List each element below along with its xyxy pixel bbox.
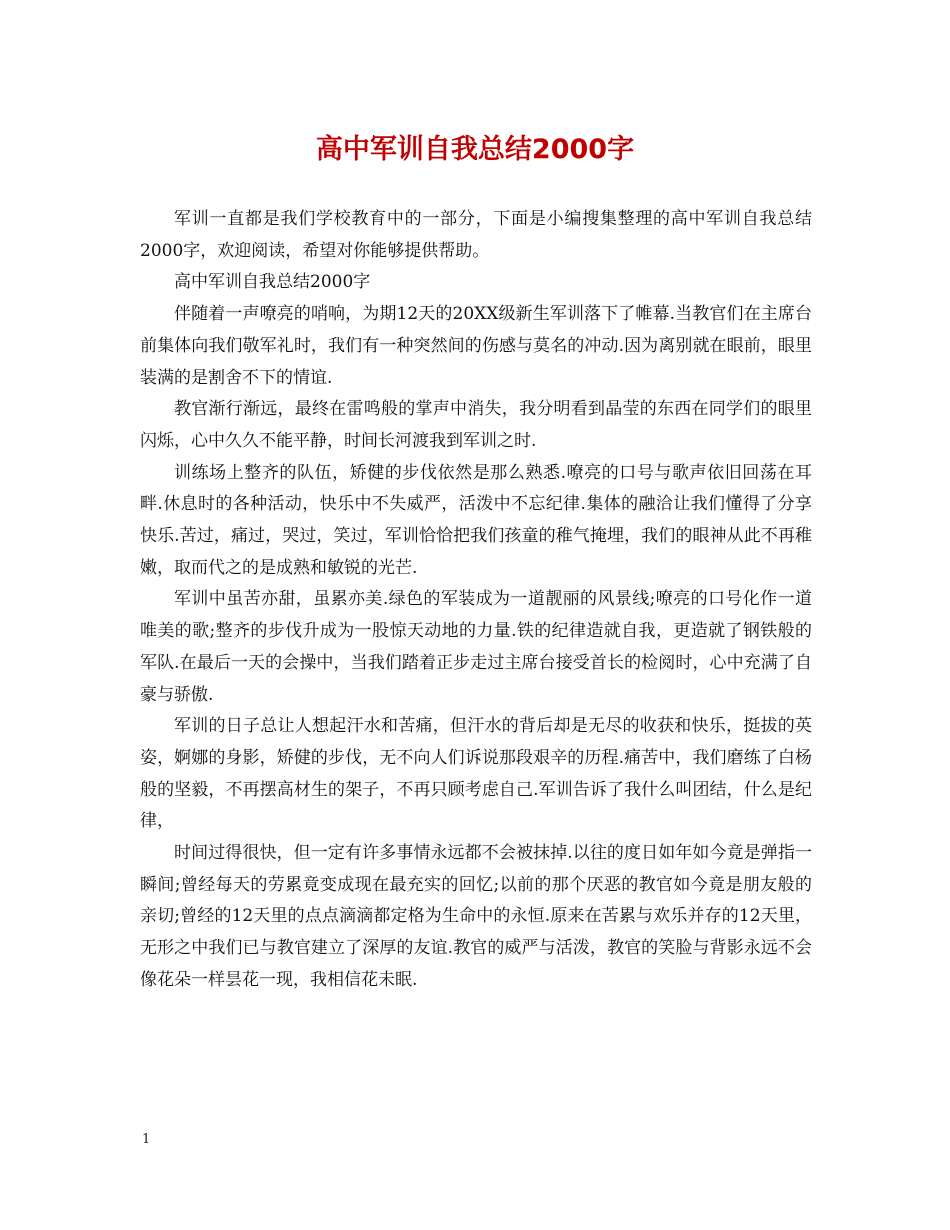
paragraph-intro: 军训一直都是我们学校教育中的一部分，下面是小编搜集整理的高中军训自我总结2000字，欢迎阅读，希望对你能够提供帮助。 xyxy=(140,209,812,261)
page-title: 高中军训自我总结2000字 xyxy=(315,134,635,165)
paragraph-subtitle: 高中军训自我总结2000字 xyxy=(174,272,371,293)
paragraph-3: 训练场上整齐的队伍，矫健的步伐依然是那么熟悉.嘹亮的口号与歌声依旧回荡在耳畔.休息时的各种活动，快乐中不失威严，活泼中不忘纪律.集体的融洽让我们懂得了分享快乐.苦过，痛过，哭过，笑过，军训恰恰把我们孩童的稚气掩埋，我们的眼神从此不再稚嫩，取而代之的是成熟和敏锐的光芒. xyxy=(140,462,812,578)
paragraph-1: 伴随着一声嘹亮的哨响，为期12天的20XX级新生军训落下了帷幕.当教官们在主席台前集体向我们敬军礼时，我们有一种突然间的伤感与莫名的冲动.因为离别就在眼前，眼里装满的是割舍不下的情谊. xyxy=(140,304,812,388)
page-number: 1 xyxy=(142,1132,151,1147)
paragraph-2: 教官渐行渐远，最终在雷鸣般的掌声中消失，我分明看到晶莹的东西在同学们的眼里闪烁，心中久久不能平静，时间长河渡我到军训之时. xyxy=(140,399,812,451)
document-body xyxy=(140,204,812,997)
paragraph-4: 军训中虽苦亦甜，虽累亦美.绿色的军装成为一道靓丽的风景线;嘹亮的口号化作一道唯美的歌;整齐的步伐升成为一股惊天动地的力量.铁的纪律造就自我，更造就了钢铁般的军队.在最后一天的会操中，当我们踏着正步走过主席台接受首长的检阅时，心中充满了自豪与骄傲. xyxy=(140,589,812,705)
paragraph-5: 军训的日子总让人想起汗水和苦痛，但汗水的背后却是无尽的收获和快乐，挺拔的英姿，婀娜的身影，矫健的步伐，无不向人们诉说那段艰辛的历程.痛苦中，我们磨练了白杨般的坚毅，不再摆高材生的架子，不再只顾考虑自己.军训告诉了我什么叫团结，什么是纪律， xyxy=(140,716,812,832)
paragraph-6: 时间过得很快，但一定有许多事情永远都不会被抹掉.以往的度日如年如今竟是弹指一瞬间;曾经每天的劳累竟变成现在最充实的回忆;以前的那个厌恶的教官如今竟是朋友般的亲切;曾经的12天里的点点滴滴都定格为生命中的永恒.原来在苦累与欢乐并存的12天里，无形之中我们已与教官建立了深厚的友谊.教官的威严与活泼，教官的笑脸与背影永远不会像花朵一样昙花一现，我相信花未眠. xyxy=(140,843,812,990)
